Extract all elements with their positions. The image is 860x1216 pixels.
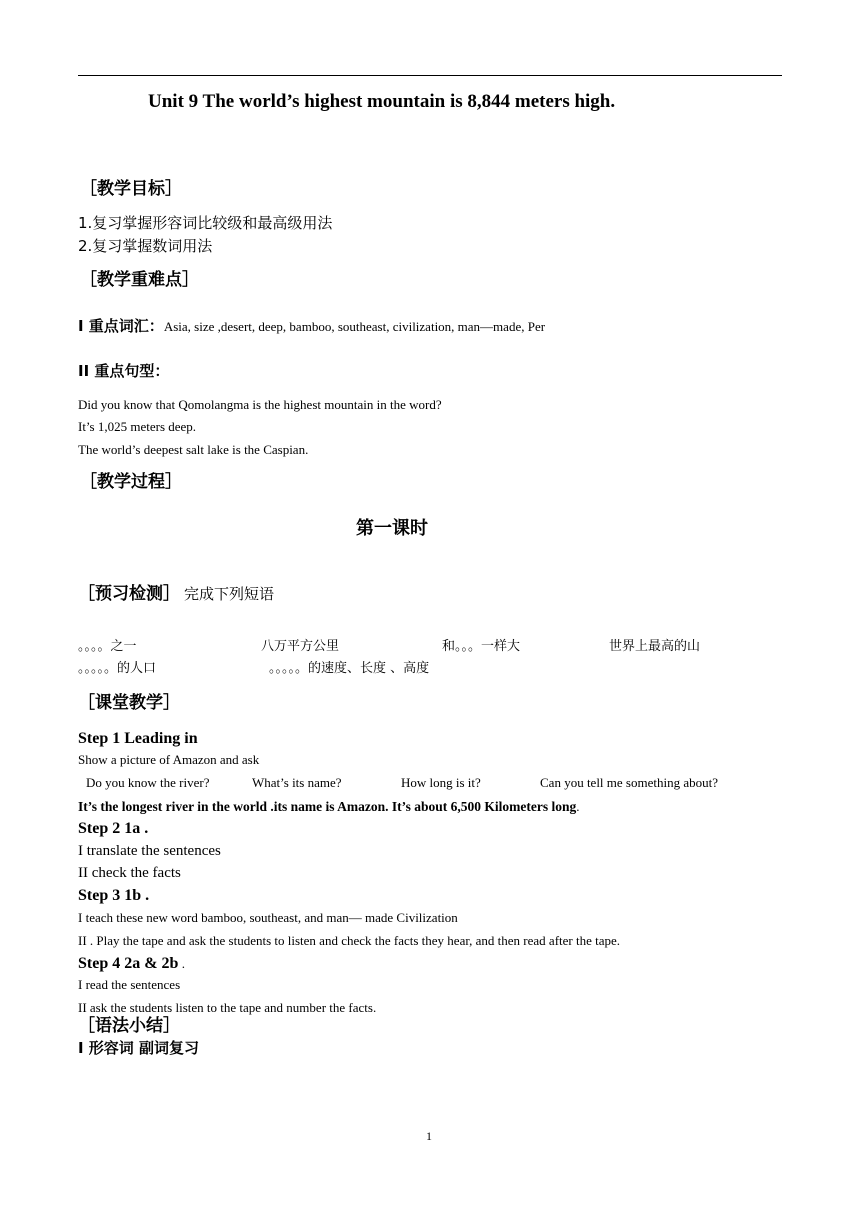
teaching-goals-heading: ［教学目标］ [80,179,182,199]
phrase-3: 和。。。一样大 [442,639,521,654]
step2-line1: I translate the sentences [78,843,221,859]
page-number: 1 [426,1129,432,1143]
step4-line1: I read the sentences [78,977,181,992]
step4-title-line [78,955,185,973]
step3-line2: II . Play the tape and ask the students to listen and check the facts they hear, and then read after the tape. [78,933,621,948]
step1-title: Step 1 Leading in [78,730,198,747]
step2-line2: II check the facts [78,865,181,881]
preview-instruction: 完成下列短语 [184,585,275,603]
step1-line1: Show a picture of Amazon and ask [78,752,260,767]
phrase-5: 。。。。。的人口 [78,661,157,676]
sentence-3: The world’s deepest salt lake is the Caspian. [78,442,309,457]
step1-question-1: Do you know the river? [86,775,210,790]
grammar-heading: ［语法小结］ [78,1016,180,1036]
step1-question-3: How long is it? [401,775,481,790]
process-heading: ［教学过程］ [80,472,182,492]
vocab-label: Ⅰ 重点词汇： [78,317,164,335]
step2-title: Step 2 1a . [78,820,149,837]
step1-question-4: Can you tell me something about? [540,775,718,790]
step3-line1: I teach these new word bamboo, southeast, and man— made Civilization [78,910,458,925]
step1-answer-line [78,798,579,816]
goal-item-1: 1.复习掌握形容词比较级和最高级用法 [78,214,333,232]
lesson-title: 第一课时 [356,518,428,539]
classroom-heading: ［课堂教学］ [78,693,180,713]
doc-title: Unit 9 The world’s highest mountain is 8,844 meters high. [148,91,616,112]
step3-title: Step 3 1b . [78,887,150,904]
step1-question-2: What’s its name? [252,775,342,790]
vocab-line [78,318,545,336]
key-points-heading: ［教学重难点］ [80,270,199,290]
vocab-text: Asia, size ,desert, deep, bamboo, southeast, civilization, man—made, Per [163,319,546,334]
preview-line [78,585,274,605]
sentence-2: It’s 1,025 meters deep. [78,419,197,434]
header-rule [78,75,782,76]
phrase-2: 八万平方公里 [261,639,340,654]
goal-item-2: 2.复习掌握数词用法 [78,237,213,255]
preview-heading: ［预习检测］ [78,584,180,604]
phrase-1: 。。。。之一 [78,639,137,654]
sentence-label: ⅠⅠ 重点句型： [78,362,170,380]
step4-title: Step 4 2a & 2b [78,955,179,972]
phrase-4: 世界上最高的山 [609,639,701,654]
step1-answer: It’s the longest river in the world .its name is Amazon. It’s about 6,500 Kilometers long [78,799,577,814]
sentence-1: Did you know that Qomolangma is the highest mountain in the word? [78,397,442,412]
step4-line2: II ask the students listen to the tape and number the facts. [78,1000,377,1015]
step4-title-end: . [181,956,185,971]
phrase-6: 。。。。。的速度、长度 、高度 [269,661,430,676]
grammar-item-1: I 形容词 副词复习 [78,1039,200,1057]
step1-answer-end: . [576,799,580,814]
